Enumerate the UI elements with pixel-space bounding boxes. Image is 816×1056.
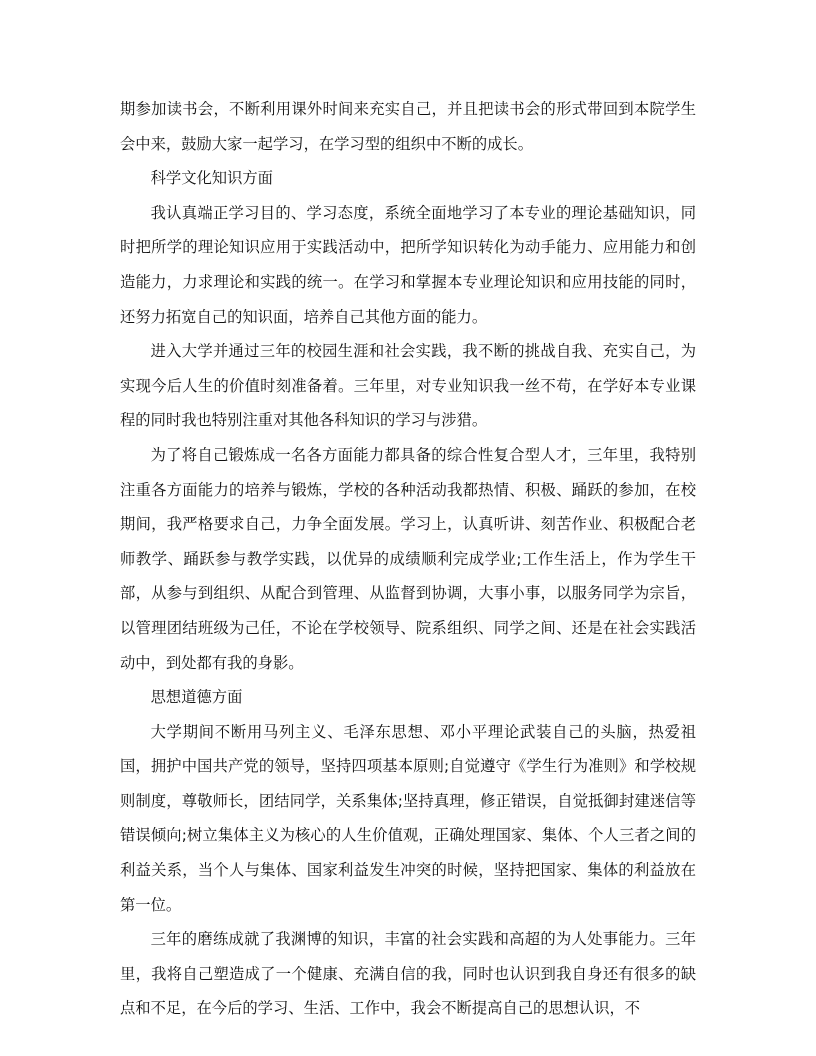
paragraph-summary: 三年的磨练成就了我渊博的知识，丰富的社会实践和高超的为人处事能力。三年里，我将自己塑造成了一个健康、充满自信的我，同时也认识到我自身还有很多的缺点和不足，在今后的学习、生活、工作中，我会不断提高自己的思想认识，不 xyxy=(120,930,696,1018)
section-heading-science-knowledge: 科学文化知识方面 xyxy=(150,169,273,188)
paragraph-ideology: 大学期间不断用马列主义、毛泽东思想、邓小平理论武装自己的头脑，热爱祖国，拥护中国共产党的领导，坚持四项基本原则;自觉遵守《学生行为准则》和学校规则制度，尊敬师长，团结同学，关系集体;坚持真理，修正错误，自觉抵御封建迷信等错误倾向;树立集体主义为核心的人生价值观，正确处理国家、集体、个人三者之间的利益关系，当个人与集体、国家利益发生冲突的时候，坚持把国家、集体的利益放在第一位。 xyxy=(120,722,696,914)
document-page xyxy=(120,92,696,1026)
paragraph-campus-life: 进入大学并通过三年的校园生涯和社会实践，我不断的挑战自我、充实自己，为实现今后人生的价值时刻准备着。三年里，对专业知识我一丝不苟，在学好本专业课程的同时我也特别注重对其他各科知识的学习与涉猎。 xyxy=(120,342,696,430)
section-heading-moral-thought: 思想道德方面 xyxy=(150,688,243,707)
paragraph-study-attitude: 我认真端正学习目的、学习态度，系统全面地学习了本专业的理论基础知识，同时把所学的理论知识应用于实践活动中，把所学知识转化为动手能力、应用能力和创造能力，力求理论和实践的统一。在学习和掌握本专业理论知识和应用技能的同时，还努力拓宽自己的知识面，培养自己其他方面的能力。 xyxy=(120,203,696,326)
paragraph-ability-training: 为了将自己锻炼成一名各方面能力都具备的综合性复合型人才，三年里，我特别注重各方面能力的培养与锻炼，学校的各种活动我都热情、积极、踊跃的参加，在校期间，我严格要求自己，力争全面发展。学习上，认真听讲、刻苦作业、积极配合老师教学、踊跃参与教学实践，以优异的成绩顺利完成学业;工作生活上，作为学生干部，从参与到组织、从配合到管理、从监督到协调，大事小事，以服务同学为宗旨，以管理团结班级为己任，不论在学校领导、院系组织、同学之间、还是在社会实践活动中，到处都有我的身影。 xyxy=(120,445,696,672)
paragraph-continuation: 期参加读书会，不断利用课外时间来充实自己，并且把读书会的形式带回到本院学生会中来，鼓励大家一起学习，在学习型的组织中不断的成长。 xyxy=(120,100,696,153)
